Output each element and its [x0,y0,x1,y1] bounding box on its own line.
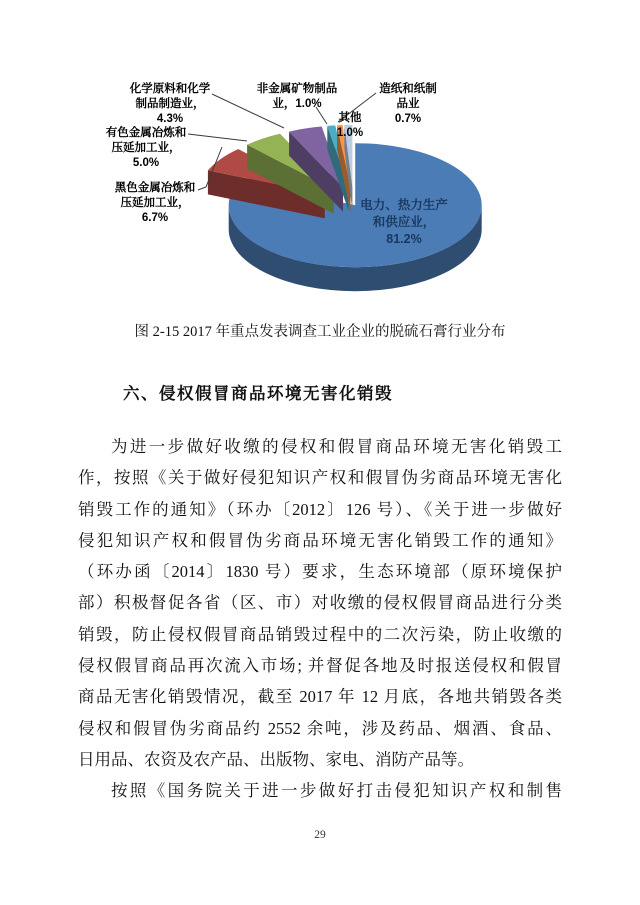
body-line: 为进一步做好收缴的侵权和假冒商品环境无害化销毁工 [111,437,562,456]
pie-label-line: 有色金属冶炼和 [105,127,187,139]
pie-label-line: 黑色金属冶炼和 [114,182,196,194]
pie-label-line: 品业 [396,98,420,110]
body-line: 销毁，防止侵权假冒商品销毁过程中的二次污染，防止收缴的 [78,624,562,644]
body-line: （环办函〔2014〕1830 号）要求，生态环境部（原环境保护 [78,562,562,582]
body-text [78,431,562,807]
pie-label-line: 和供应业， [372,215,436,229]
body-line: 侵犯知识产权和假冒伪劣商品环境无害化销毁工作的通知》 [78,530,562,550]
body-line: 侵权和假冒伪劣商品约 2552 余吨，涉及药品、烟酒、食品、 [78,718,562,738]
pie-label-line: 其他 [338,112,362,124]
pie-label-line: 6.7% [141,212,169,224]
leader-line-chemical [212,94,284,128]
figure-pie-chart [0,0,640,330]
section-heading: 六、侵权假冒商品环境无害化销毁 [123,384,393,403]
leader-line-nonmetal [316,107,327,124]
pie-label-line: 制品制造业， [135,98,205,110]
body-line: 按照《国务院关于进一步做好打击侵犯知识产权和制售 [111,781,562,801]
body-line: 销毁工作的通知》（环办〔2012〕126 号）、《关于进一步做好 [78,499,562,519]
pie-chart-svg [0,0,640,330]
pie-label-line: 压延加工业， [111,142,181,154]
body-line: 日用品、农资及农产品、出版物、家电、消防产品等。 [78,749,474,769]
pie-label-line: 81.2% [386,232,422,246]
pie-label-line: 5.0% [132,157,160,169]
figure-caption: 图 2-15 2017 年重点发表调查工业企业的脱硫石膏行业分布 [134,324,506,340]
pie-slices [208,125,482,291]
pie-label-line: 非金属矿物制品 [256,83,338,95]
body-line: 商品无害化销毁情况，截至 2017 年 12 月底，各地共销毁各类 [78,687,562,707]
body-line: 作，按照《关于做好侵犯知识产权和假冒伪劣商品环境无害化 [78,468,562,488]
pie-label-line: 业，1.0% [272,98,322,110]
pie-label-line: 0.7% [394,113,422,125]
pie-label-line: 化学原料和化学 [129,83,211,95]
body-line: 侵权假冒商品再次流入市场; 并督促各地及时报送侵权和假冒 [78,656,562,676]
pie-label-line: 压延加工业， [120,197,190,209]
pie-label-line: 1.0% [336,127,364,139]
leader-line-paper [338,93,376,122]
body-line: 部）积极督促各省（区、市）对收缴的侵权假冒商品进行分类 [78,593,562,613]
leader-line-nonferrous [188,134,247,141]
pie-label-line: 4.3% [156,113,184,125]
pie-label-line: 造纸和纸制 [379,83,437,95]
page-number: 29 [314,829,326,841]
pie-label-line: 电力、热力生产 [360,198,448,212]
